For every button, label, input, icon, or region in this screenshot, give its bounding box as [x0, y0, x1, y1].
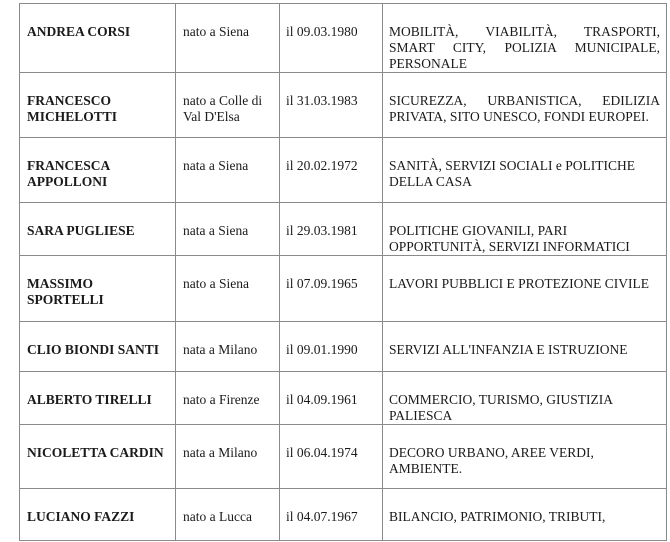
delegations: SERVIZI ALL'INFANZIA E ISTRUZIONE [383, 322, 667, 372]
birthplace: nato a Siena [176, 4, 280, 73]
birthplace: nato a Siena [176, 256, 280, 322]
assessore-name: SARA PUGLIESE [20, 203, 176, 256]
delegations: COMMERCIO, TURISMO, GIUSTIZIA PALIESCA [383, 372, 667, 425]
birthplace: nata a Siena [176, 138, 280, 203]
table-row [20, 4, 667, 73]
assessore-name: FRANCESCO MICHELOTTI [20, 73, 176, 138]
table-row [20, 203, 667, 256]
birth-date: il 20.02.1972 [280, 138, 383, 203]
delegations: POLITICHE GIOVANILI, PARI OPPORTUNITÀ, SERVIZI INFORMATICI [383, 203, 667, 256]
assessore-name: CLIO BIONDI SANTI [20, 322, 176, 372]
birth-date: il 07.09.1965 [280, 256, 383, 322]
delegations: BILANCIO, PATRIMONIO, TRIBUTI, [383, 489, 667, 541]
birth-date: il 29.03.1981 [280, 203, 383, 256]
delegations: LAVORI PUBBLICI E PROTEZIONE CIVILE [383, 256, 667, 322]
table-row [20, 256, 667, 322]
table-row [20, 425, 667, 489]
birth-date: il 09.03.1980 [280, 4, 383, 73]
birthplace: nato a Firenze [176, 372, 280, 425]
birthplace: nata a Milano [176, 425, 280, 489]
table-row [20, 322, 667, 372]
birthplace: nato a Colle di Val D'Elsa [176, 73, 280, 138]
assessore-name: MASSIMO SPORTELLI [20, 256, 176, 322]
delegations: MOBILITÀ, VIABILITÀ, TRASPORTI, SMART CITY, POLIZIA MUNICIPALE, PERSONALE [383, 4, 667, 73]
delegations: SICUREZZA, URBANISTICA, EDILIZIA PRIVATA, SITO UNESCO, FONDI EUROPEI. [383, 73, 667, 138]
assessore-name: ANDREA CORSI [20, 4, 176, 73]
table-row [20, 73, 667, 138]
delegations: SANITÀ, SERVIZI SOCIALI e POLITICHE DELLA CASA [383, 138, 667, 203]
assessore-name: ALBERTO TIRELLI [20, 372, 176, 425]
table-row [20, 489, 667, 541]
assessore-name: FRANCESCA APPOLLONI [20, 138, 176, 203]
birth-date: il 04.09.1961 [280, 372, 383, 425]
assessori-table [19, 3, 667, 541]
birthplace: nata a Milano [176, 322, 280, 372]
birth-date: il 04.07.1967 [280, 489, 383, 541]
delegations: DECORO URBANO, AREE VERDI, AMBIENTE. [383, 425, 667, 489]
birthplace: nato a Lucca [176, 489, 280, 541]
birth-date: il 06.04.1974 [280, 425, 383, 489]
birth-date: il 31.03.1983 [280, 73, 383, 138]
table-row [20, 138, 667, 203]
assessore-name: LUCIANO FAZZI [20, 489, 176, 541]
assessore-name: NICOLETTA CARDIN [20, 425, 176, 489]
birthplace: nata a Siena [176, 203, 280, 256]
table-row [20, 372, 667, 425]
birth-date: il 09.01.1990 [280, 322, 383, 372]
